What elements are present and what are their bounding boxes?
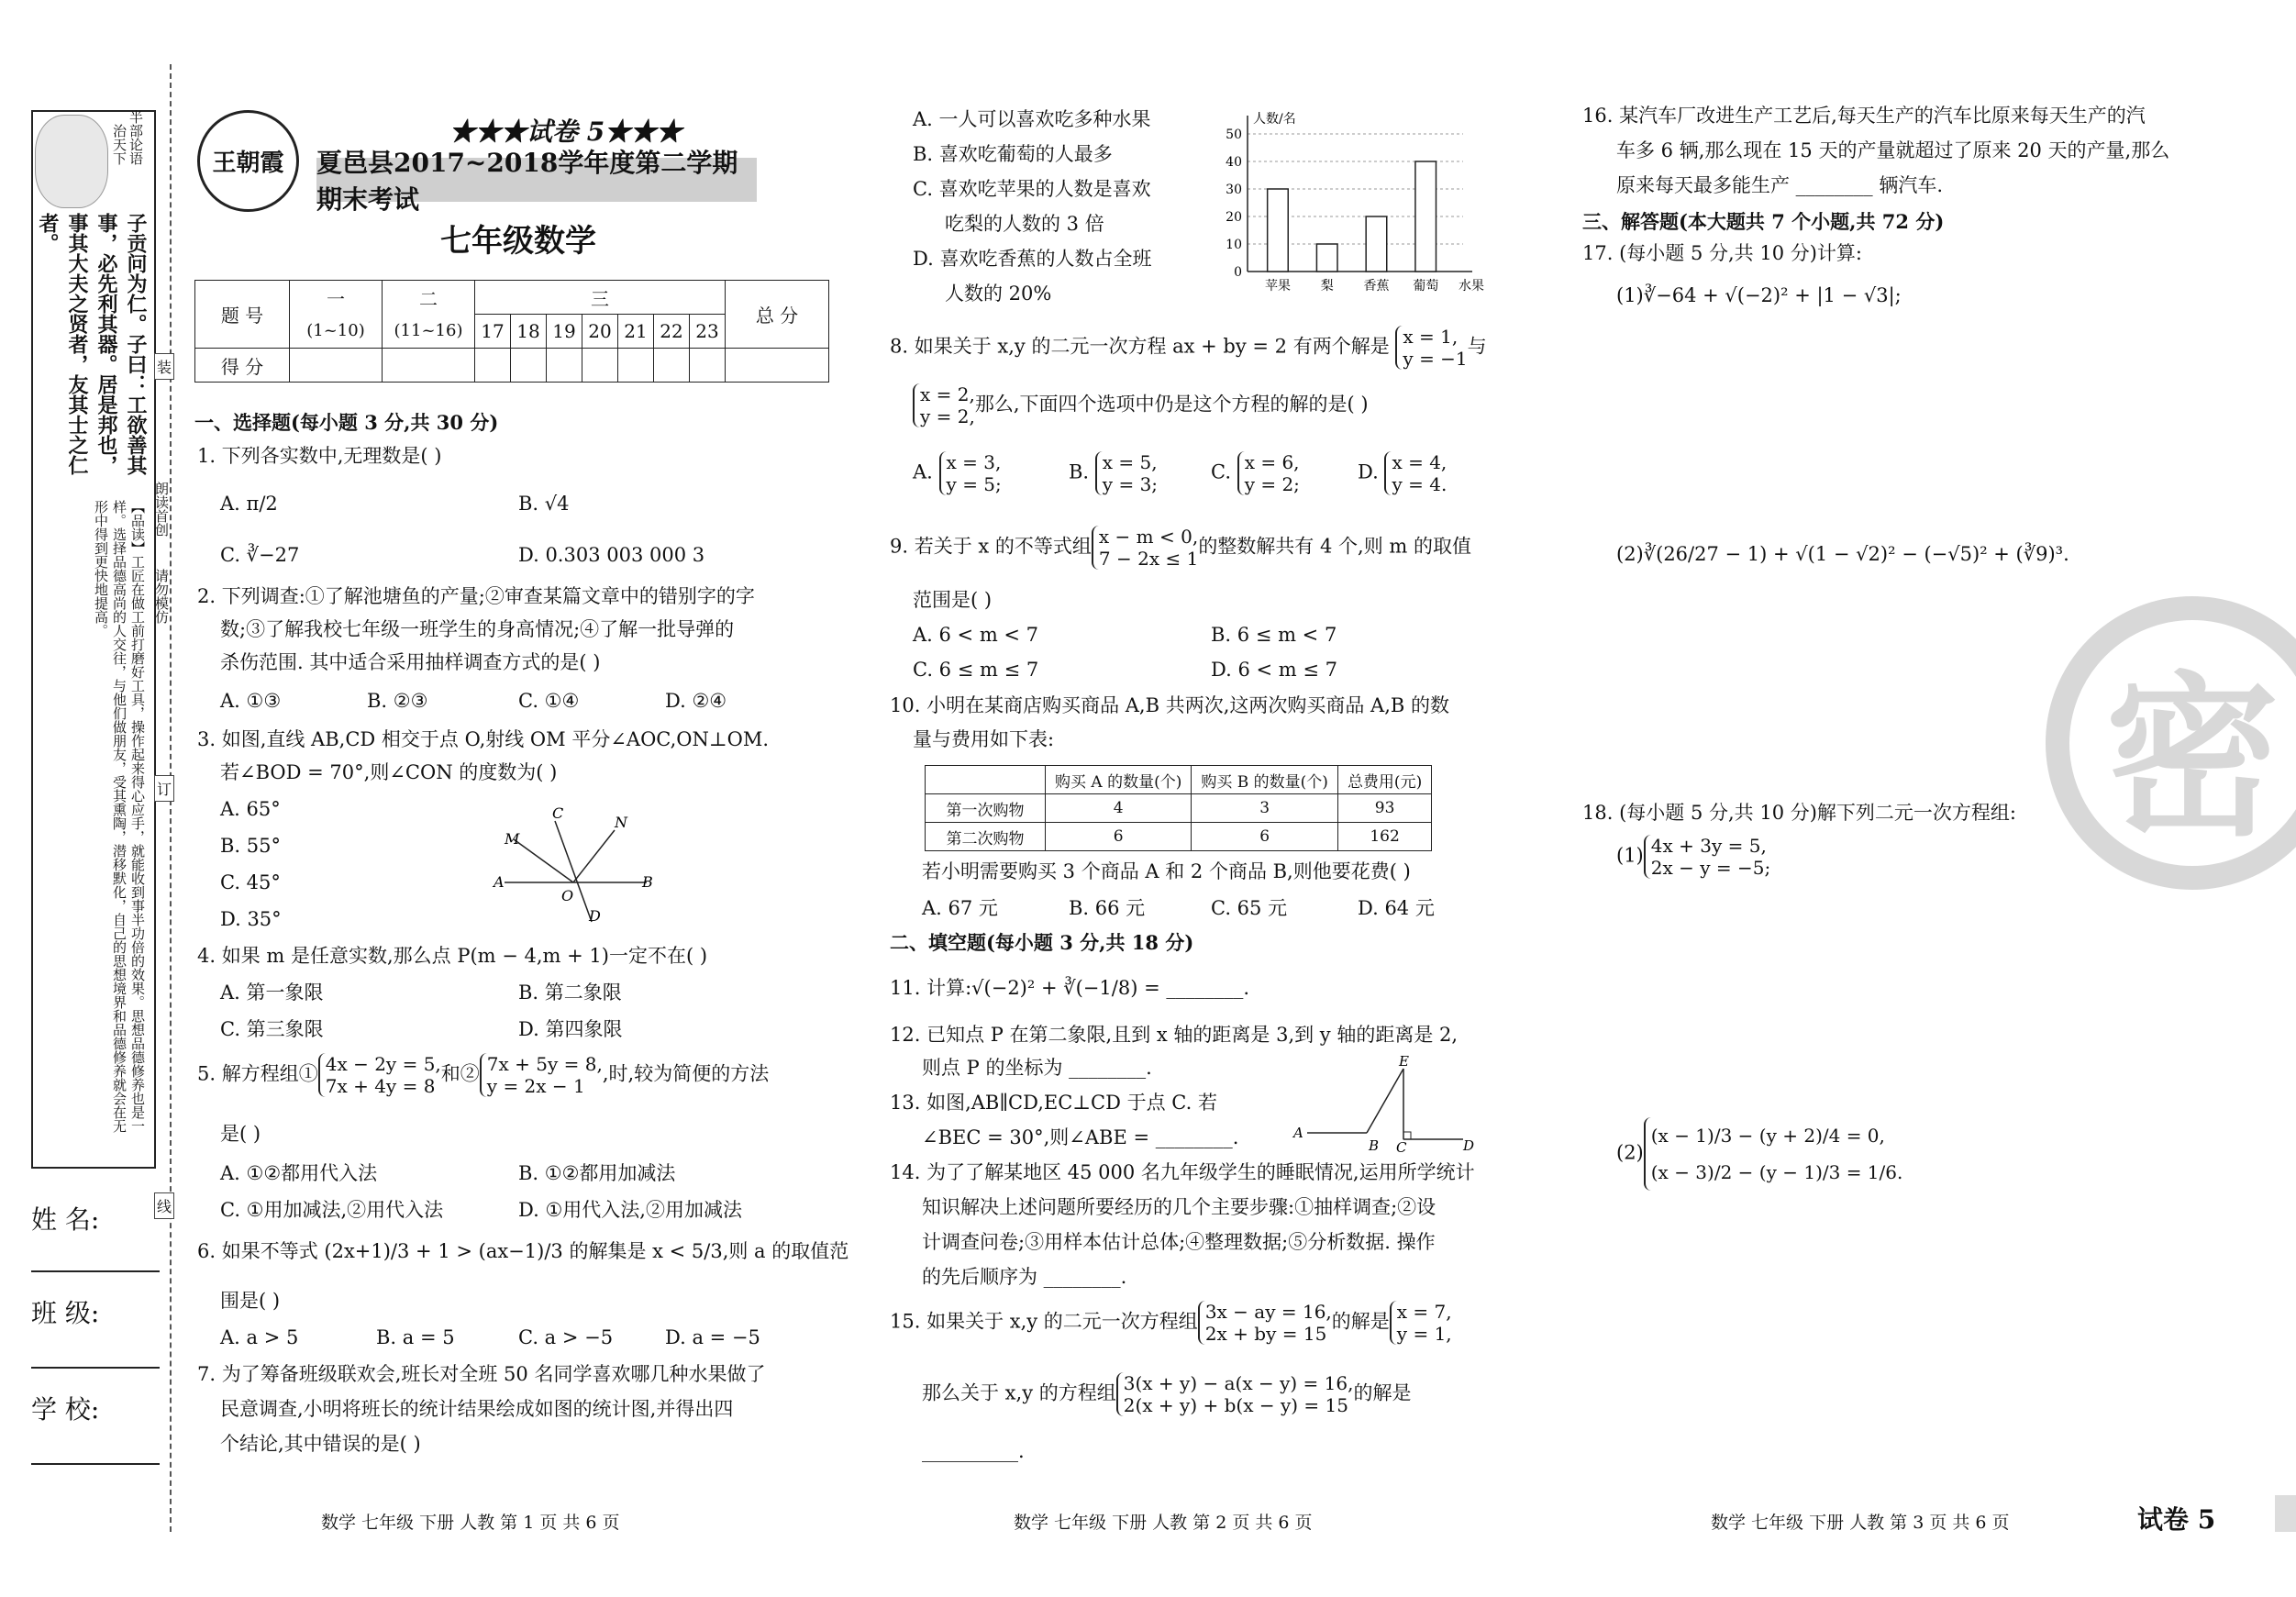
q15-line2 bbox=[922, 1372, 1411, 1416]
q7-option-d-line1[interactable]: D. 喜欢吃香蕉的人数占全班 bbox=[913, 248, 1152, 270]
q18-p2b: (x − 3)/2 − (y − 1)/3 = 1/6. bbox=[1650, 1161, 1903, 1183]
q5-mid: 和② bbox=[440, 1062, 480, 1085]
q12-line1: 12. 已知点 P 在第二象限,且到 x 轴的距离是 3,到 y 轴的距离是 2, bbox=[890, 1024, 1459, 1046]
score-cell[interactable] bbox=[383, 349, 475, 383]
q3-option-a[interactable]: A. 65° bbox=[220, 798, 281, 820]
q1-option-a[interactable]: A. π/2 bbox=[220, 493, 278, 515]
quote-main: 子贡问为仁。子曰：工欲善其事，必先利其器。居是邦也，事其大夫之贤者，友其士之仁者。 bbox=[36, 213, 148, 475]
name-field[interactable] bbox=[31, 1270, 160, 1272]
q10-th-0 bbox=[926, 766, 1046, 794]
exam-title: 夏邑县2017~2018学年度第二学期期末考试 bbox=[316, 158, 757, 202]
q1-option-b[interactable]: B. √4 bbox=[518, 493, 570, 515]
q15-sb: 2x + by = 15 bbox=[1204, 1323, 1327, 1345]
q8-a-y: y = 5; bbox=[946, 473, 1002, 495]
chart-bar bbox=[1316, 244, 1337, 272]
q18-p1pre: (1) bbox=[1616, 844, 1644, 867]
seal-mark-1: 装 bbox=[154, 353, 174, 380]
q9-post: 的整数解共有 4 个,则 m 的取值 bbox=[1198, 535, 1471, 558]
chart-x-tick-label: 苹果 bbox=[1264, 279, 1291, 294]
chart-bar bbox=[1366, 216, 1387, 272]
q8-d-system bbox=[1384, 451, 1447, 495]
q10-option-c[interactable]: C. 65 元 bbox=[1211, 897, 1288, 919]
q7-line2: 民意调查,小明将班长的统计结果绘成如图的统计图,并得出四 bbox=[220, 1398, 734, 1420]
q16-line2: 车多 6 辆,那么现在 15 天的产量就超过了原来 20 天的产量,那么 bbox=[1616, 139, 2170, 161]
q10-row1-b: 3 bbox=[1192, 794, 1338, 823]
q15-tb: y = 1, bbox=[1396, 1323, 1452, 1345]
q18-p2pre: (2) bbox=[1616, 1141, 1644, 1164]
subject-title: 七年级数学 bbox=[440, 223, 596, 260]
q3-label-o: O bbox=[561, 887, 574, 904]
score-cell[interactable] bbox=[290, 349, 383, 383]
chart-y-tick-label: 0 bbox=[1234, 265, 1242, 280]
q16-line1: 16. 某汽车厂改进生产工艺后,每天生产的汽车比原来每天生产的汽 bbox=[1582, 105, 2146, 127]
q9-option-c[interactable]: C. 6 ≤ m ≤ 7 bbox=[913, 659, 1039, 681]
confucius-portrait bbox=[35, 115, 108, 208]
q6-line2: 围是( ) bbox=[220, 1290, 281, 1312]
motto-line-1: 半部论语 bbox=[128, 110, 144, 165]
q4-option-a[interactable]: A. 第一象限 bbox=[220, 981, 324, 1004]
class-label: 班 级: bbox=[31, 1298, 100, 1328]
chart-bar bbox=[1268, 189, 1289, 272]
q3-label-n: N bbox=[615, 814, 627, 831]
q2-option-c[interactable]: C. ①④ bbox=[518, 690, 580, 712]
q3-figure bbox=[486, 798, 670, 936]
q18-stem: 18. (每小题 5 分,共 10 分)解下列二元一次方程组: bbox=[1582, 802, 2016, 824]
q2-option-b[interactable]: B. ②③ bbox=[367, 690, 428, 712]
q5-option-c[interactable]: C. ①用加减法,②用代入法 bbox=[220, 1199, 444, 1221]
q13-label-a: A bbox=[1293, 1125, 1303, 1141]
score-q23: 23 bbox=[690, 315, 726, 349]
q8-d-letter: D. bbox=[1358, 460, 1379, 483]
q4-option-c[interactable]: C. 第三象限 bbox=[220, 1018, 324, 1040]
q8-b-y: y = 3; bbox=[1102, 473, 1159, 495]
q5-option-b[interactable]: B. ①②都用加减法 bbox=[518, 1162, 676, 1184]
q8-c-x: x = 6, bbox=[1244, 451, 1300, 473]
q5-system1 bbox=[318, 1053, 441, 1097]
q14-line3: 计调查问卷;③用样本估计总体;④整理数据;⑤分析数据. 操作 bbox=[922, 1231, 1436, 1253]
score-cell[interactable] bbox=[618, 349, 654, 383]
section2-title: 二、填空题(每小题 3 分,共 18 分) bbox=[890, 931, 1194, 954]
q15-ta: x = 7, bbox=[1396, 1301, 1452, 1323]
q9-line2: 范围是( ) bbox=[913, 589, 993, 611]
footer-page2: 数学 七年级 下册 人教 第 2 页 共 6 页 bbox=[1014, 1513, 1313, 1533]
q5-option-d[interactable]: D. ①用代入法,②用加减法 bbox=[518, 1199, 742, 1221]
section1-title: 一、选择题(每小题 3 分,共 30 分) bbox=[194, 411, 499, 434]
quote-read: 【品读】工匠在做工前打磨好工具，操作起来得心应手，就能收到事半功倍的效果。思想品德修养也是一样。选择品德高尚的人交往，与他们做朋友，受其熏陶，潜移默化，自己的思想境界和品德修养就会在无形中得到更快地提高。 bbox=[93, 500, 146, 1133]
q13-line2: ∠BEC = 30°,则∠ABE = ________. bbox=[922, 1126, 1239, 1148]
q10-row2-label: 第二次购物 bbox=[926, 823, 1046, 851]
corner-block bbox=[2275, 1495, 2296, 1532]
q8-c-letter: C. bbox=[1211, 460, 1231, 483]
q8-c-system bbox=[1237, 451, 1300, 495]
score-cell[interactable] bbox=[511, 349, 547, 383]
q15-system1 bbox=[1198, 1301, 1332, 1345]
q2-option-d[interactable]: D. ②④ bbox=[665, 690, 727, 712]
score-cell[interactable] bbox=[547, 349, 582, 383]
q17-part2: (2)∛(26/27 − 1) + √(1 − √2)² − (−√5)² + (∛9)³. bbox=[1616, 543, 2069, 565]
q13-label-c: C bbox=[1396, 1139, 1407, 1156]
chart-y-tick-label: 10 bbox=[1226, 238, 1242, 252]
q1-stem: 1. 下列各实数中,无理数是( ) bbox=[197, 445, 442, 467]
q3-line2: 若∠BOD = 70°,则∠CON 的度数为( ) bbox=[220, 761, 558, 783]
q5-pre: 5. 解方程组① bbox=[197, 1062, 318, 1085]
q13-label-e: E bbox=[1399, 1055, 1409, 1070]
q18-system2 bbox=[1644, 1117, 1903, 1191]
q8-and: 与 bbox=[1467, 335, 1487, 358]
q16-line3: 原来每天最多能生产 ________ 辆汽车. bbox=[1616, 174, 1944, 196]
chart-x-tick-label: 香蕉 bbox=[1363, 279, 1390, 294]
q2-line2: 数;③了解我校七年级一班学生的身高情况;④了解一批导弹的 bbox=[220, 618, 735, 640]
q10-row2-a: 6 bbox=[1046, 823, 1192, 851]
q3-label-d: D bbox=[589, 907, 601, 925]
q10-row1-cost: 93 bbox=[1337, 794, 1431, 823]
q9-pre: 9. 若关于 x 的不等式组 bbox=[890, 535, 1092, 558]
q8-s2a: x = 2, bbox=[920, 383, 975, 405]
q13-label-d: D bbox=[1463, 1137, 1475, 1154]
score-header-sec2: 二 bbox=[383, 281, 475, 315]
q6-option-b[interactable]: B. a = 5 bbox=[376, 1326, 455, 1348]
q8-solution1 bbox=[1395, 326, 1467, 370]
name-label: 姓 名: bbox=[31, 1204, 100, 1235]
q5-option-a[interactable]: A. ①②都用代入法 bbox=[220, 1162, 378, 1184]
q8-option-c[interactable] bbox=[1211, 451, 1300, 495]
q10-th-2: 购买 B 的数量(个) bbox=[1192, 766, 1338, 794]
paper-end-tag: 试卷 5 bbox=[2137, 1504, 2216, 1535]
q7-option-c-line1[interactable]: C. 喜欢吃苹果的人数是喜欢 bbox=[913, 178, 1151, 200]
q15-ub: 2(x + y) + b(x − y) = 15 bbox=[1123, 1394, 1348, 1416]
q10-th-3: 总费用(元) bbox=[1337, 766, 1431, 794]
q3-label-b: B bbox=[642, 873, 653, 891]
q15-l2pre: 那么关于 x,y 的方程组 bbox=[922, 1381, 1116, 1404]
q18-part2 bbox=[1616, 1117, 1902, 1191]
note-original: 朗读首创 bbox=[153, 482, 170, 537]
score-sub-sec1: (1~10) bbox=[290, 315, 383, 349]
q8-option-d[interactable] bbox=[1358, 451, 1447, 495]
q15-mid: 的解是 bbox=[1331, 1310, 1390, 1333]
q7-option-b[interactable]: B. 喜欢吃葡萄的人最多 bbox=[913, 143, 1113, 165]
q8-s1a: x = 1, bbox=[1403, 326, 1459, 348]
chart-y-axis-label: 人数/名 bbox=[1253, 112, 1296, 127]
q18-p1a: 4x + 3y = 5, bbox=[1650, 835, 1767, 857]
q4-stem: 4. 如果 m 是任意实数,那么点 P(m − 4,m + 1)一定不在( ) bbox=[197, 945, 708, 967]
q15-l2post: 的解是 bbox=[1353, 1381, 1412, 1404]
score-cell[interactable] bbox=[726, 349, 829, 383]
chart-y-tick-label: 50 bbox=[1226, 128, 1242, 142]
q11-stem: 11. 计算:√(−2)² + ∛(−1/8) = ________. bbox=[890, 977, 1250, 999]
school-label: 学 校: bbox=[31, 1394, 100, 1425]
q6-option-a[interactable]: A. a > 5 bbox=[220, 1326, 299, 1348]
paper-tag: ★★★试卷 5★★★ bbox=[449, 116, 682, 147]
q15-answer-line[interactable]: __________. bbox=[922, 1440, 1025, 1462]
q6-option-d[interactable]: D. a = −5 bbox=[665, 1326, 760, 1348]
q9-system bbox=[1092, 526, 1198, 570]
q10-option-b[interactable]: B. 66 元 bbox=[1069, 897, 1146, 919]
q15-solution bbox=[1390, 1301, 1452, 1345]
score-cell[interactable] bbox=[690, 349, 726, 383]
q8-option-a[interactable] bbox=[913, 451, 1002, 495]
q13-line1: 13. 如图,AB∥CD,EC⊥CD 于点 C. 若 bbox=[890, 1092, 1217, 1114]
q8-line2 bbox=[913, 383, 1369, 427]
q8-a-x: x = 3, bbox=[946, 451, 1002, 473]
q8-a-system bbox=[939, 451, 1002, 495]
q3-label-m: M bbox=[505, 830, 520, 848]
q7-option-c-line2: 吃梨的人数的 3 倍 bbox=[945, 213, 1104, 235]
score-header-total: 总 分 bbox=[726, 281, 829, 349]
q9-sa: x − m < 0, bbox=[1098, 526, 1199, 548]
q3-label-c: C bbox=[552, 804, 564, 822]
q9-line1 bbox=[890, 526, 1471, 570]
q7-option-a[interactable]: A. 一人可以喜欢吃多种水果 bbox=[913, 108, 1151, 130]
q10-row1-label: 第一次购物 bbox=[926, 794, 1046, 823]
q18-system1 bbox=[1644, 835, 1770, 879]
q8-text: 8. 如果关于 x,y 的二元一次方程 ax + by = 2 有两个解是 bbox=[890, 335, 1390, 358]
q6-line1: 6. 如果不等式 (2x+1)/3 + 1 > (ax−1)/3 的解集是 x < 5/3,则 a 的取值范 bbox=[197, 1240, 849, 1262]
score-cell[interactable] bbox=[654, 349, 690, 383]
q10-line3: 若小明需要购买 3 个商品 A 和 2 个商品 B,则他要花费( ) bbox=[922, 860, 1411, 882]
q15-sa: 3x − ay = 16, bbox=[1204, 1301, 1332, 1323]
q13-label-b: B bbox=[1369, 1137, 1380, 1154]
footer-page1: 数学 七年级 下册 人教 第 1 页 共 6 页 bbox=[321, 1513, 620, 1533]
q5-s1a: 4x − 2y = 5, bbox=[325, 1053, 441, 1075]
q12-line2: 则点 P 的坐标为 ________. bbox=[922, 1057, 1152, 1079]
q9-sb: 7 − 2x ≤ 1 bbox=[1098, 548, 1199, 570]
score-cell[interactable] bbox=[582, 349, 618, 383]
q10-option-d[interactable]: D. 64 元 bbox=[1358, 897, 1435, 919]
q13-figure bbox=[1289, 1055, 1481, 1156]
score-cell[interactable] bbox=[475, 349, 511, 383]
publisher-logo: 王朝霞 bbox=[197, 110, 299, 212]
q5-system2 bbox=[480, 1053, 603, 1097]
q8-option-b[interactable] bbox=[1069, 451, 1158, 495]
chart-y-tick-label: 20 bbox=[1226, 210, 1242, 225]
q8-b-letter: B. bbox=[1069, 460, 1090, 483]
q14-line4: 的先后顺序为 ________. bbox=[922, 1266, 1127, 1288]
chart-y-tick-label: 40 bbox=[1226, 155, 1242, 170]
q8-stem2: 那么,下面四个选项中仍是这个方程的解的是( ) bbox=[974, 393, 1369, 416]
q18-p1b: 2x − y = −5; bbox=[1650, 857, 1771, 879]
q5-line1 bbox=[197, 1053, 769, 1097]
q2-line3: 杀伤范围. 其中适合采用抽样调查方式的是( ) bbox=[220, 651, 601, 673]
q5-s2b: y = 2x − 1 bbox=[486, 1075, 585, 1097]
score-q19: 19 bbox=[547, 315, 582, 349]
footer-page3: 数学 七年级 下册 人教 第 3 页 共 6 页 bbox=[1711, 1513, 2010, 1533]
q8-b-x: x = 5, bbox=[1102, 451, 1158, 473]
q17-stem: 17. (每小题 5 分,共 10 分)计算: bbox=[1582, 242, 1862, 264]
q10-row1-a: 4 bbox=[1046, 794, 1192, 823]
score-header-qnum: 题 号 bbox=[195, 281, 290, 349]
q17-part1: (1)∛−64 + √(−2)² + |1 − √3|; bbox=[1616, 284, 1902, 306]
q9-option-d[interactable]: D. 6 < m ≤ 7 bbox=[1211, 659, 1337, 681]
note-no-copy: 请勿模仿 bbox=[153, 569, 170, 624]
score-header-sec1: 一 bbox=[290, 281, 383, 315]
q18-part1 bbox=[1616, 835, 1770, 879]
chart-x-tick-label: 葡萄 bbox=[1413, 279, 1439, 294]
seal-mark-2: 订 bbox=[154, 775, 174, 802]
q7-line1: 7. 为了筹备班级联欢会,班长对全班 50 名同学喜欢哪几种水果做了 bbox=[197, 1363, 766, 1385]
q3-option-c[interactable]: C. 45° bbox=[220, 871, 281, 893]
score-q17: 17 bbox=[475, 315, 511, 349]
score-q22: 22 bbox=[654, 315, 690, 349]
q3-option-b[interactable]: B. 55° bbox=[220, 835, 282, 857]
q5-s1b: 7x + 4y = 8 bbox=[325, 1075, 436, 1097]
q4-option-d[interactable]: D. 第四象限 bbox=[518, 1018, 623, 1040]
q15-line1 bbox=[890, 1301, 1452, 1345]
class-field[interactable] bbox=[31, 1367, 160, 1369]
q10-line1: 10. 小明在某商店购买商品 A,B 共两次,这两次购买商品 A,B 的数 bbox=[890, 694, 1449, 716]
q10-row2-b: 6 bbox=[1192, 823, 1338, 851]
q8-a-letter: A. bbox=[913, 460, 933, 483]
q3-line1: 3. 如图,直线 AB,CD 相交于点 O,射线 OM 平分∠AOC,ON⊥OM. bbox=[197, 728, 770, 750]
score-sub-sec2: (11~16) bbox=[383, 315, 475, 349]
q5-line2: 是( ) bbox=[220, 1123, 261, 1145]
chart-x-axis-label: 水果 bbox=[1459, 279, 1484, 294]
q5-s2a: 7x + 5y = 8, bbox=[486, 1053, 603, 1075]
q9-option-a[interactable]: A. 6 < m < 7 bbox=[913, 624, 1039, 646]
q9-option-b[interactable]: B. 6 ≤ m < 7 bbox=[1211, 624, 1337, 646]
score-q21: 21 bbox=[618, 315, 654, 349]
chart-y-tick-label: 30 bbox=[1226, 183, 1242, 197]
q1-option-c[interactable]: C. ∛−27 bbox=[220, 544, 300, 566]
score-q18: 18 bbox=[511, 315, 547, 349]
fruit-bar-chart bbox=[1211, 108, 1495, 301]
q6-option-c[interactable]: C. a > −5 bbox=[518, 1326, 614, 1348]
score-q20: 20 bbox=[582, 315, 618, 349]
score-table bbox=[194, 280, 829, 383]
q14-line1: 14. 为了了解某地区 45 000 名九年级学生的睡眠情况,运用所学统计 bbox=[890, 1161, 1475, 1183]
q10-table bbox=[925, 765, 1432, 851]
q5-post: ,时,较为简便的方法 bbox=[602, 1062, 770, 1085]
section3-title: 三、解答题(本大题共 7 个小题,共 72 分) bbox=[1582, 210, 1945, 233]
seal-mark-3: 线 bbox=[154, 1192, 174, 1219]
q8-d-y: y = 4. bbox=[1392, 473, 1447, 495]
score-header-sec3: 三 bbox=[475, 281, 726, 315]
q7-option-d-line2: 人数的 20% bbox=[945, 283, 1052, 305]
q8-b-system bbox=[1095, 451, 1158, 495]
q1-option-d[interactable]: D. 0.303 003 000 3 bbox=[518, 544, 705, 566]
confidential-stamp: 密 bbox=[2046, 596, 2296, 890]
school-field[interactable] bbox=[31, 1463, 160, 1465]
q10-option-a[interactable]: A. 67 元 bbox=[922, 897, 998, 919]
q15-system2 bbox=[1116, 1372, 1354, 1416]
q15-pre: 15. 如果关于 x,y 的二元一次方程组 bbox=[890, 1310, 1198, 1333]
q8-s2b: y = 2, bbox=[920, 405, 975, 427]
q8-d-x: x = 4, bbox=[1392, 451, 1447, 473]
q4-option-b[interactable]: B. 第二象限 bbox=[518, 981, 622, 1004]
q8-line1 bbox=[890, 326, 1487, 370]
q8-solution2 bbox=[913, 383, 975, 427]
q2-option-a[interactable]: A. ①③ bbox=[220, 690, 282, 712]
q18-p2a: (x − 1)/3 − (y + 2)/4 = 0, bbox=[1650, 1125, 1885, 1147]
q10-line2: 量与费用如下表: bbox=[913, 728, 1055, 750]
q10-row2-cost: 162 bbox=[1337, 823, 1431, 851]
q7-line3: 个结论,其中错误的是( ) bbox=[220, 1433, 421, 1455]
score-row-label: 得 分 bbox=[195, 349, 290, 383]
q2-line1: 2. 下列调查:①了解池塘鱼的产量;②审查某篇文章中的错别字的字 bbox=[197, 585, 755, 607]
q8-s1b: y = −1 bbox=[1403, 348, 1468, 370]
q8-c-y: y = 2; bbox=[1244, 473, 1300, 495]
q3-label-a: A bbox=[494, 873, 505, 891]
q15-ua: 3(x + y) − a(x − y) = 16, bbox=[1123, 1372, 1354, 1394]
chart-x-tick-label: 梨 bbox=[1320, 279, 1334, 294]
q14-line2: 知识解决上述问题所要经历的几个主要步骤:①抽样调查;②设 bbox=[922, 1196, 1436, 1218]
motto-line-2: 治天下 bbox=[111, 124, 128, 165]
q3-option-d[interactable]: D. 35° bbox=[220, 908, 282, 930]
chart-bar bbox=[1415, 161, 1436, 272]
q10-th-1: 购买 A 的数量(个) bbox=[1046, 766, 1192, 794]
